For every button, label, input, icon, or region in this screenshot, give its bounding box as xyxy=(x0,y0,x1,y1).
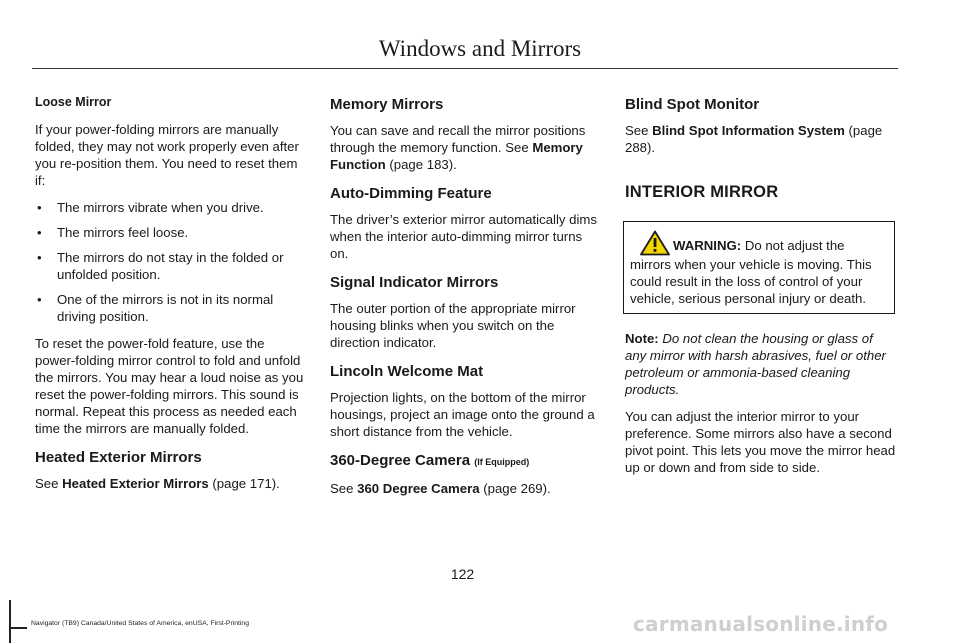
welcome-mat-text: Projection lights, on the bottom of the mirror housings, project an image onto the ground a short distance from the vehicle. xyxy=(330,390,595,439)
loose-mirror-intro: If your power-folding mirrors are manually folded, they may not work properly even after you re-position them. You need to reset them if: xyxy=(35,122,299,188)
interior-mirror-heading: INTERIOR MIRROR xyxy=(625,183,779,201)
list-item: • The mirrors feel loose. xyxy=(35,224,305,241)
page-reference: (page 288). xyxy=(625,123,883,155)
header-divider xyxy=(32,68,898,69)
page-number: 122 xyxy=(450,566,475,582)
page-reference: (page 171). xyxy=(212,476,280,491)
memory-function-link[interactable]: Memory Function xyxy=(330,140,583,172)
camera-text xyxy=(330,480,602,497)
list-item: • The mirrors vibrate when you drive. xyxy=(35,199,305,216)
column-left xyxy=(35,94,305,502)
crop-mark xyxy=(9,627,27,629)
warning-box xyxy=(623,221,895,314)
signal-indicator-heading: Signal Indicator Mirrors xyxy=(330,274,499,291)
heated-mirrors-link[interactable]: Heated Exterior Mirrors xyxy=(62,476,209,491)
note-paragraph xyxy=(625,330,897,398)
page-reference: (page 183). xyxy=(389,157,457,172)
warning-text: Do not adjust the mirrors when your vehicle is moving. This could result in the loss of control of your vehicle, serious personal injury or death. xyxy=(630,238,872,306)
blind-spot-link[interactable]: Blind Spot Information System xyxy=(652,123,845,138)
interior-adjust-text: You can adjust the interior mirror to your preference. Some mirrors also have a second pivot point. This lets you move the mirror head up or down and from side to side. xyxy=(625,409,896,475)
note-label: Note: xyxy=(625,331,659,346)
column-right xyxy=(625,94,897,486)
if-equipped-label: (If Equipped) xyxy=(474,457,530,467)
note-text: Do not clean the housing or glass of any mirror with harsh abrasives, fuel or other petroleum or ammonia-based cleaning products. xyxy=(625,331,886,397)
page-header-title: Windows and Mirrors xyxy=(378,36,582,61)
footer-document-info: Navigator (TB9) Canada/United States of America, enUSA, First-Printing xyxy=(31,620,249,627)
warning-triangle-icon xyxy=(640,230,670,256)
watermark-text: carmanualsonline.info xyxy=(633,612,889,636)
heated-mirrors-text xyxy=(35,475,305,492)
crop-mark xyxy=(9,600,11,643)
see-label: See xyxy=(35,476,59,491)
column-middle xyxy=(330,94,602,507)
list-item: • One of the mirrors is not in its normal driving position. xyxy=(35,291,305,325)
heated-mirrors-heading: Heated Exterior Mirrors xyxy=(35,449,202,466)
welcome-mat-heading: Lincoln Welcome Mat xyxy=(330,363,484,380)
auto-dimming-text: The driver’s exterior mirror automatically dims when the interior auto-dimming mirror turns on. xyxy=(330,212,597,261)
page-reference: (page 269). xyxy=(483,481,551,496)
memory-mirrors-text xyxy=(330,122,602,173)
auto-dimming-heading: Auto-Dimming Feature xyxy=(330,185,492,202)
warning-label: WARNING: xyxy=(673,238,742,253)
loose-mirror-heading: Loose Mirror xyxy=(35,95,112,109)
reset-instructions: To reset the power-fold feature, use the power-folding mirror control to fold and unfold the mirrors. You may hear a loud noise as you reset the power-folding mirrors. This sound is normal. Repeat this process as needed each time the mirrors are manually folded. xyxy=(35,336,304,436)
memory-mirrors-heading: Memory Mirrors xyxy=(330,96,444,113)
loose-mirror-list xyxy=(35,199,305,325)
signal-indicator-text: The outer portion of the appropriate mirror housing blinks when you switch on the direction indicator. xyxy=(330,301,576,350)
blind-spot-text xyxy=(625,122,897,156)
blind-spot-heading: Blind Spot Monitor xyxy=(625,96,760,113)
list-item: • The mirrors do not stay in the folded or unfolded position. xyxy=(35,249,305,283)
camera-heading-text: 360-Degree Camera xyxy=(330,452,471,469)
see-label: See xyxy=(625,123,649,138)
memory-text: You can save and recall the mirror positions through the memory function. See xyxy=(330,123,586,155)
see-label: See xyxy=(330,481,354,496)
camera-heading xyxy=(330,452,602,471)
camera-link[interactable]: 360 Degree Camera xyxy=(357,481,480,496)
